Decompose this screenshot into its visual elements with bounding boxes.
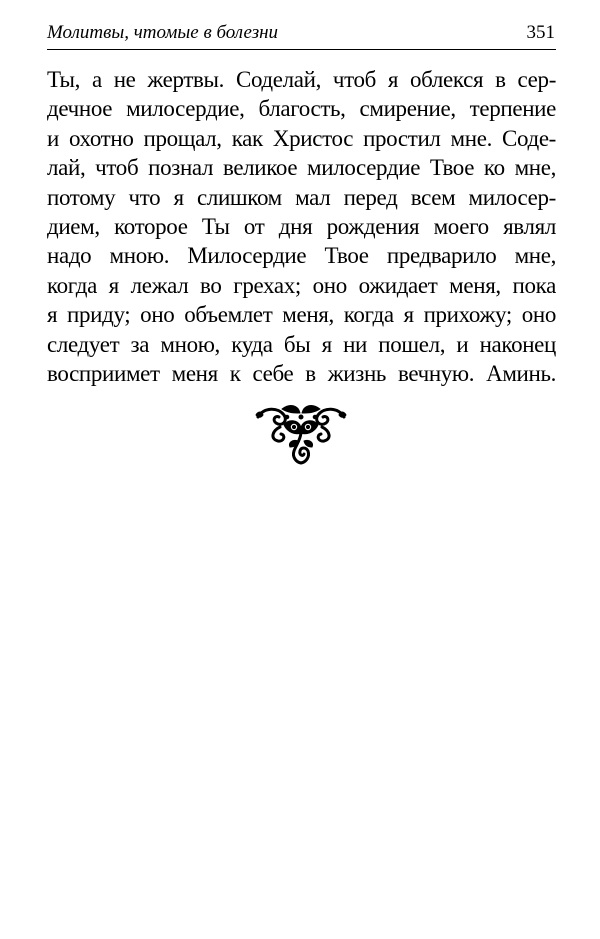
- text-line: дием, которое Ты от дня рождения моего являл: [47, 213, 556, 239]
- text-line: Ты, а не жертвы. Соделай, чтоб я облекся в сер-: [47, 67, 556, 92]
- text-line: и охотно прощал, как Христос простил мне. Соде-: [47, 125, 556, 151]
- text-line: восприимет меня к себе в жизнь вечную. Аминь.: [47, 360, 556, 386]
- running-title: Молитвы, чтомые в болезни: [47, 22, 279, 43]
- text-line: дечное милосердие, благость, смирение, терпение: [47, 96, 556, 122]
- text-line: я приду; оно объемлет меня, когда я прихожу; оно: [47, 302, 556, 328]
- text-line: потому что я слишком мал перед всем милосер-: [47, 184, 556, 210]
- text-line: когда я лежал во грехах; оно ожидает меня, пока: [47, 272, 556, 298]
- text-line: следует за мною, куда бы я ни пошел, и наконец: [47, 331, 556, 357]
- text-line: лай, чтоб познал великое милосердие Твое ко мне,: [47, 155, 556, 181]
- prayer-text: [47, 65, 556, 388]
- floral-vignette-icon: [254, 403, 348, 465]
- text-line: надо мною. Милосердие Твое предварило мне,: [47, 243, 556, 269]
- running-head: [47, 18, 555, 46]
- header-rule: [47, 49, 556, 50]
- page-number: 351: [526, 22, 555, 43]
